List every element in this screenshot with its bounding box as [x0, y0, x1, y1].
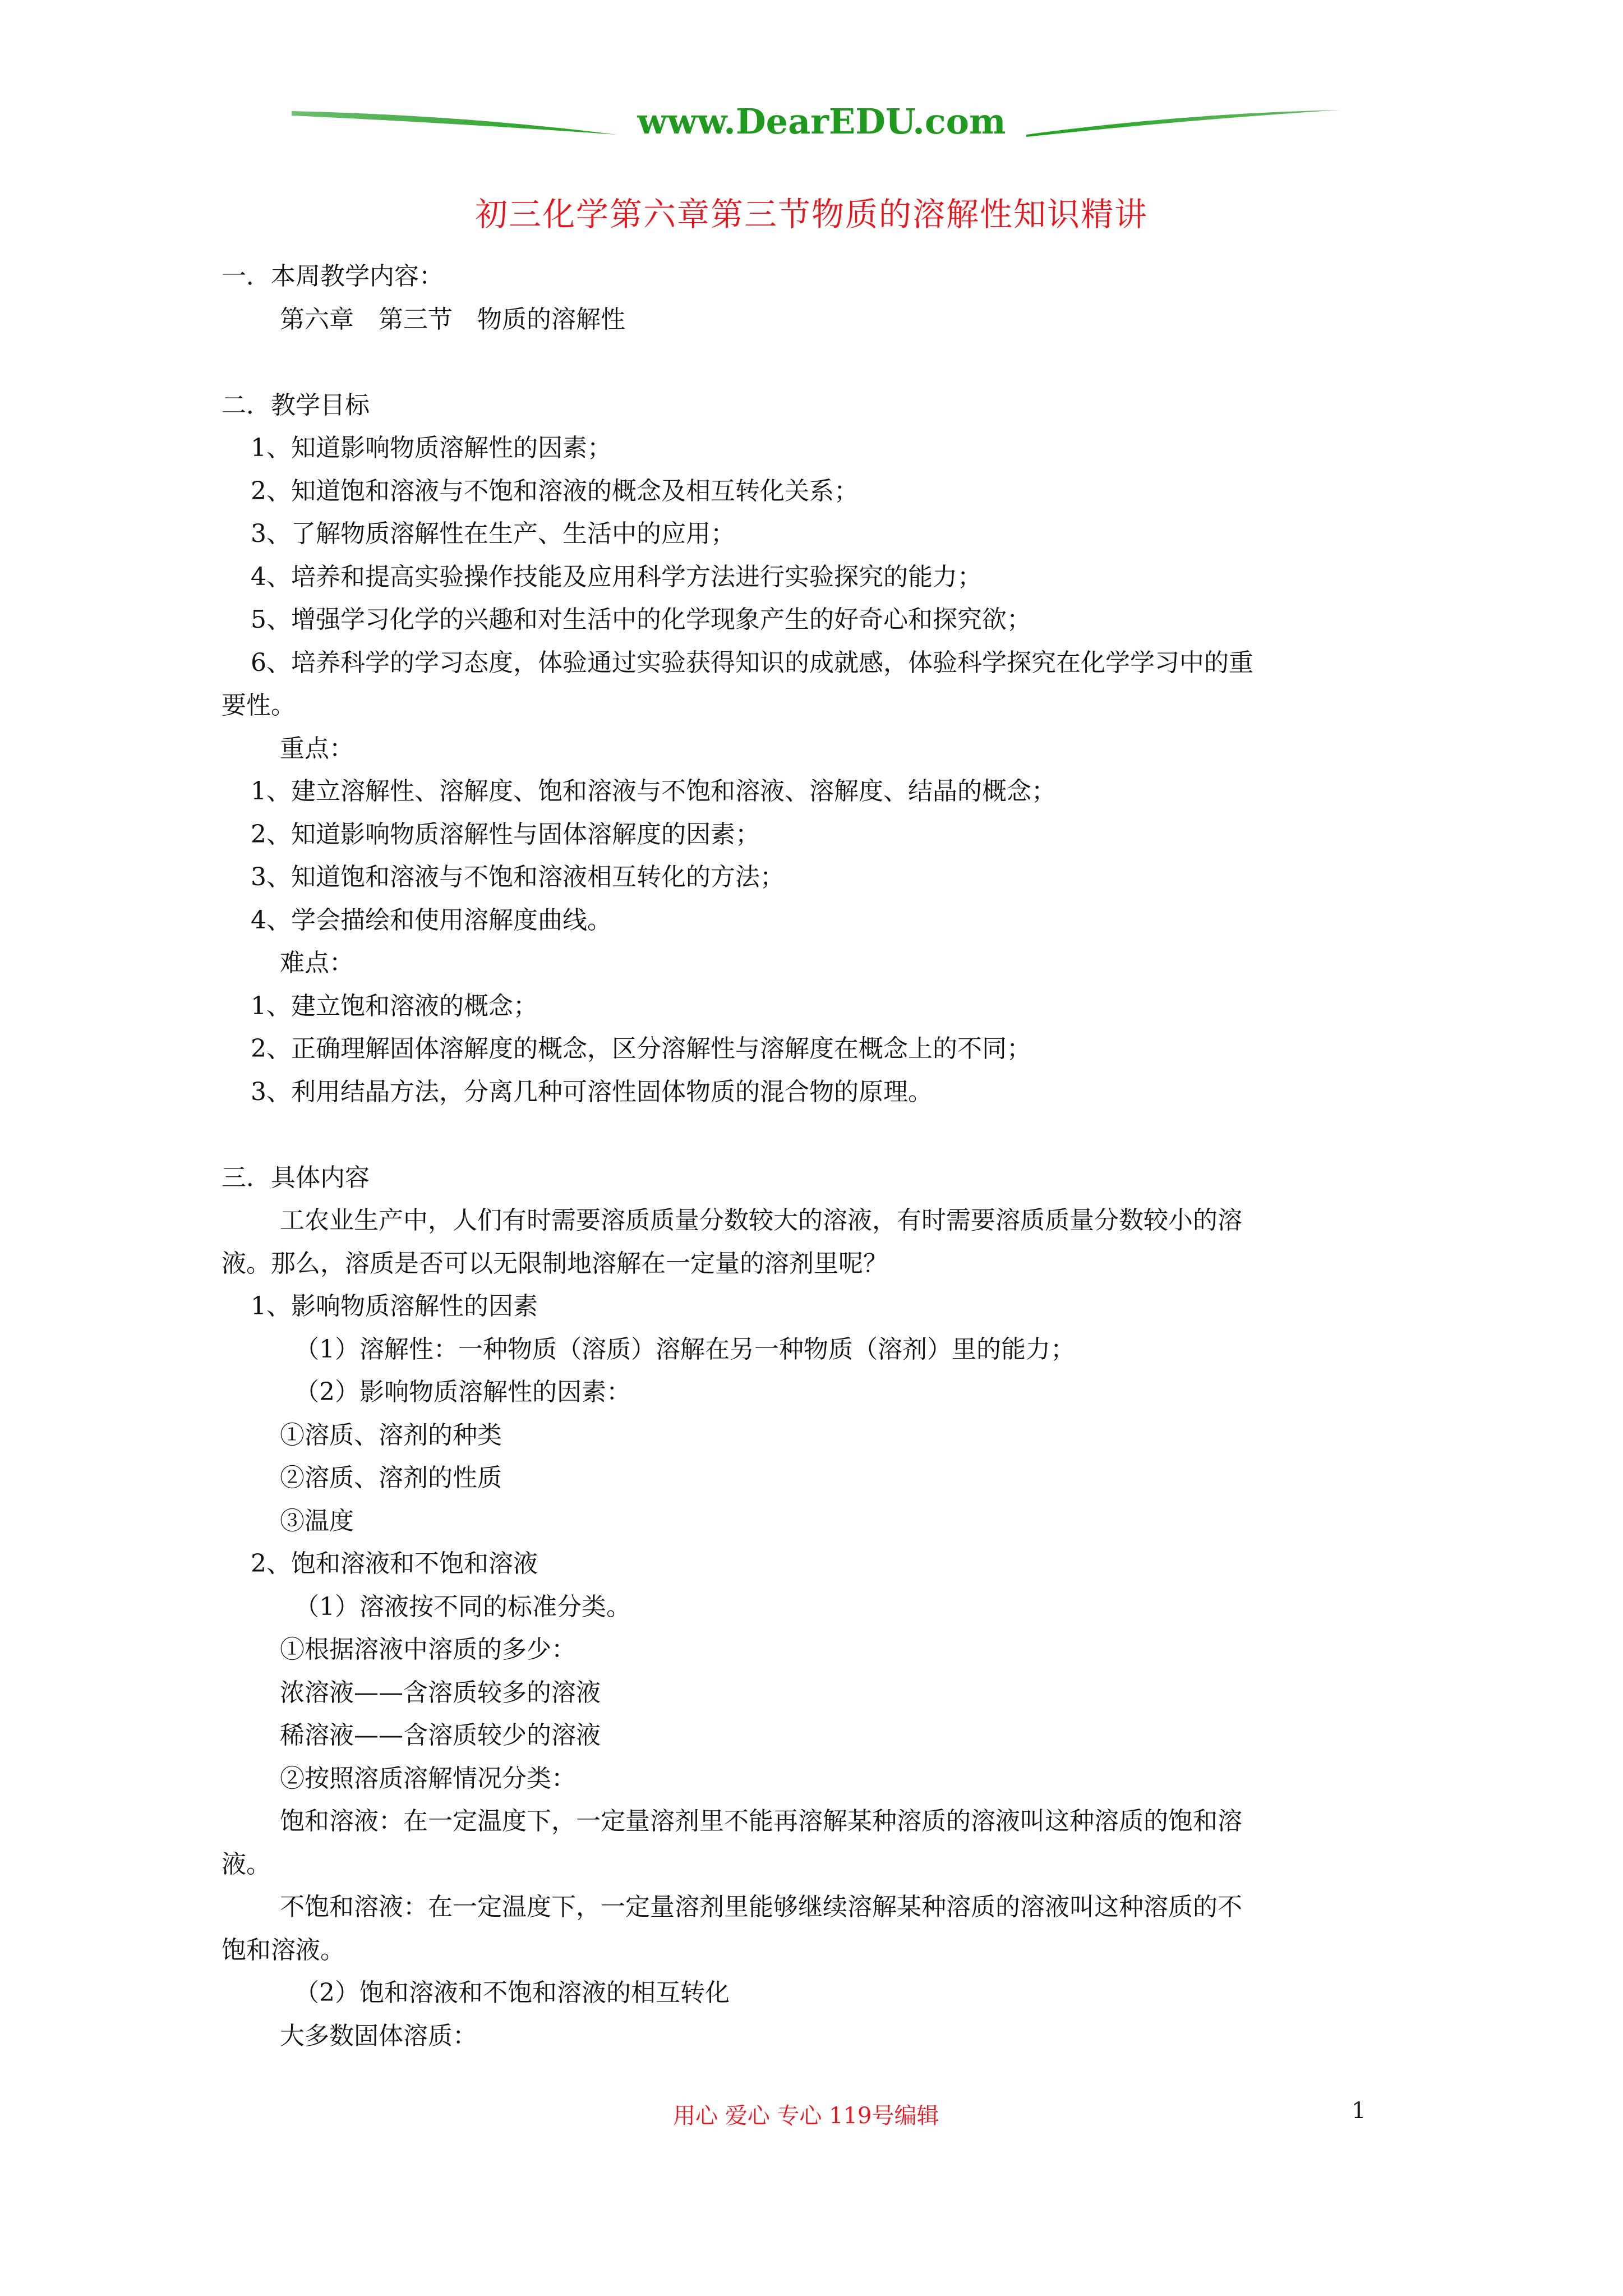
text-line: 大多数固体溶质：	[280, 2021, 477, 2050]
text-line: 3、知道饱和溶液与不饱和溶液相互转化的方法；	[251, 863, 785, 891]
text-line: ③温度	[280, 1506, 354, 1535]
footer-editor-note: 用心 爱心 专心 119号编辑	[673, 2103, 939, 2129]
text-line: 浓溶液——含溶质较多的溶液	[280, 1678, 601, 1707]
text-line: 3、利用结晶方法，分离几种可溶性固体物质的混合物的原理。	[251, 1077, 933, 1106]
text-line: 2、知道饱和溶液与不饱和溶液的概念及相互转化关系；	[251, 476, 859, 505]
text-line: 2、饱和溶液和不饱和溶液	[251, 1549, 538, 1578]
text-line: 1、影响物质溶解性的因素	[251, 1292, 538, 1320]
text-line: 不饱和溶液：在一定温度下，一定量溶剂里能够继续溶解某种溶质的溶液叫这种溶质的不	[280, 1893, 1242, 1921]
text-line: 液。	[222, 1849, 271, 1879]
text-line: ①根据溶液中溶质的多少：	[280, 1635, 576, 1664]
text-line: 难点：	[280, 949, 354, 977]
banner-left-swoosh	[292, 111, 617, 135]
text-line: 稀溶液——含溶质较少的溶液	[280, 1721, 601, 1750]
text-line: 2、正确理解固体溶解度的概念，区分溶解性与溶解度在概念上的不同；	[251, 1034, 1031, 1063]
text-line: 第六章 第三节 物质的溶解性	[280, 305, 625, 334]
text-line: 6、培养科学的学习态度，体验通过实验获得知识的成就感，体验科学探究在化学学习中的重	[251, 648, 1253, 677]
page-number: 1	[1352, 2098, 1366, 2124]
text-line: 一．本周教学内容：	[222, 262, 444, 291]
banner-right-swoosh	[1026, 110, 1340, 137]
text-line: ②按照溶质溶解情况分类：	[280, 1764, 576, 1793]
text-line: 4、学会描绘和使用溶解度曲线。	[251, 905, 612, 935]
text-line: 1、知道影响物质溶解性的因素；	[251, 434, 612, 462]
text-line: 4、培养和提高实验操作技能及应用科学方法进行实验探究的能力；	[251, 562, 982, 591]
text-line: 要性。	[222, 691, 296, 720]
blank-line	[222, 341, 1422, 384]
text-line: （1）溶液按不同的标准分类。	[294, 1592, 631, 1621]
site-banner	[292, 101, 1340, 151]
text-line: 工农业生产中，人们有时需要溶质质量分数较大的溶液，有时需要溶质质量分数较小的溶	[280, 1206, 1242, 1235]
text-line: 重点：	[280, 734, 354, 763]
text-line: 5、增强学习化学的兴趣和对生活中的化学现象产生的好奇心和探究欲；	[251, 605, 1031, 634]
document-body	[222, 255, 1422, 2058]
banner-site-text: www.DearEDU.com	[637, 101, 1006, 142]
text-line: ①溶质、溶剂的种类	[280, 1420, 502, 1450]
text-line: 2、知道影响物质溶解性与固体溶解度的因素；	[251, 820, 760, 849]
text-line: 二．教学目标	[222, 390, 370, 420]
text-line: （1）溶解性：一种物质（溶质）溶解在另一种物质（溶剂）里的能力；	[294, 1335, 1075, 1364]
text-line: 液。那么，溶质是否可以无限制地溶解在一定量的溶剂里呢？	[222, 1249, 888, 1278]
text-line: ②溶质、溶剂的性质	[280, 1464, 502, 1492]
text-line: 1、建立溶解性、溶解度、饱和溶液与不饱和溶液、溶解度、结晶的概念；	[251, 777, 1056, 806]
text-line: 饱和溶液。	[222, 1935, 345, 1964]
blank-line	[222, 1114, 1422, 1157]
text-line: （2）影响物质溶解性的因素：	[294, 1378, 631, 1406]
text-line: 1、建立饱和溶液的概念；	[251, 991, 538, 1020]
text-line: （2）饱和溶液和不饱和溶液的相互转化	[294, 1978, 730, 2007]
text-line: 三．具体内容	[222, 1163, 370, 1192]
page-title: 初三化学第六章第三节物质的溶解性知识精讲	[474, 195, 1148, 233]
text-line: 3、了解物质溶解性在生产、生活中的应用；	[251, 519, 735, 548]
text-line: 饱和溶液：在一定温度下，一定量溶剂里不能再溶解某种溶质的溶液叫这种溶质的饱和溶	[280, 1807, 1242, 1835]
